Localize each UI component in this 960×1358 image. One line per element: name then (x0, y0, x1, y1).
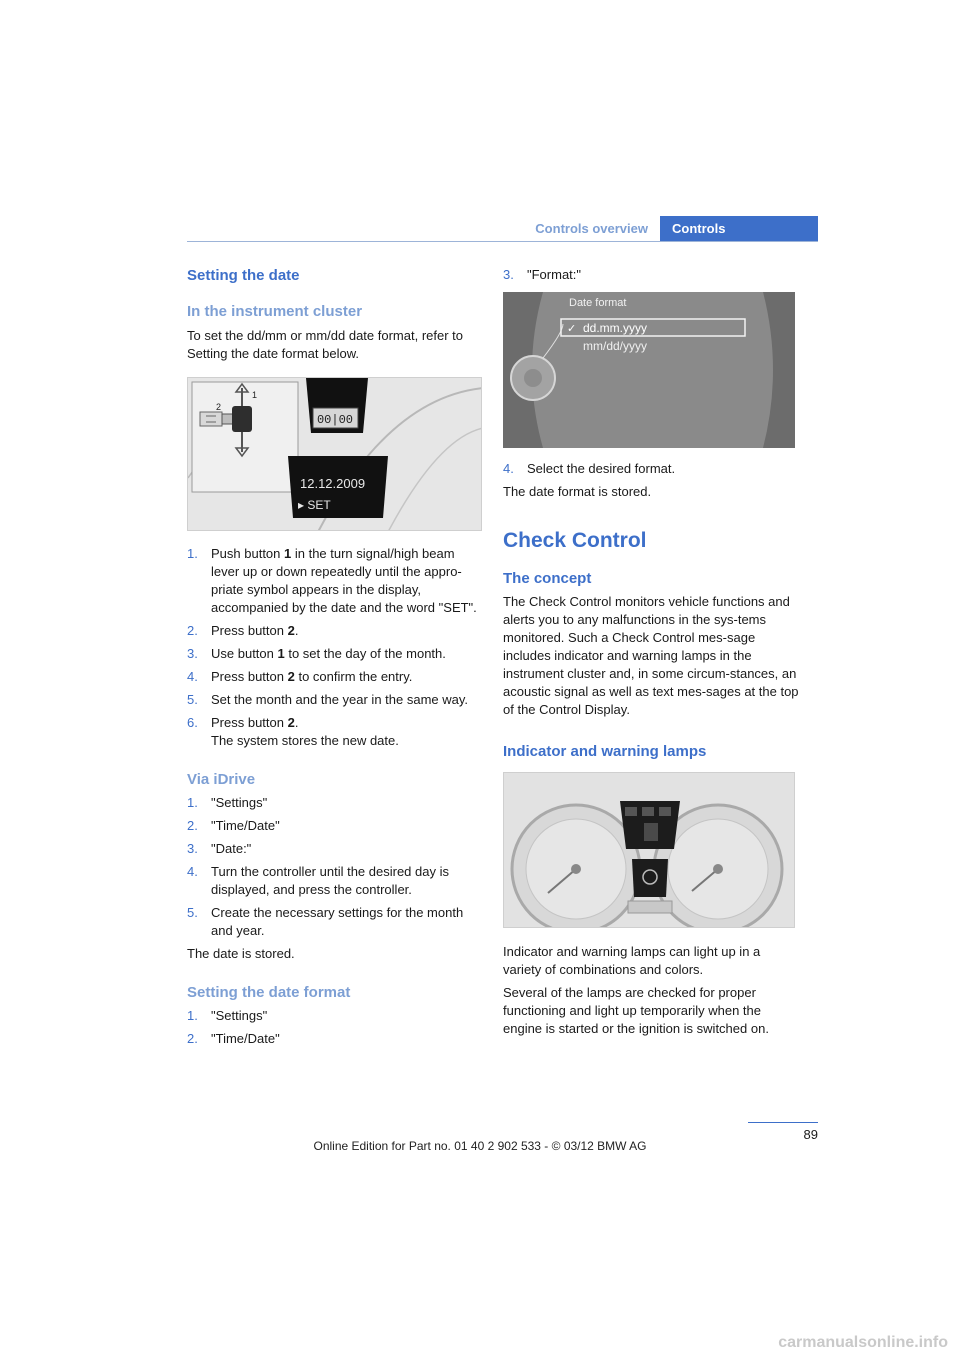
screen-title: Date format (569, 297, 627, 309)
button-1-label: 1 (252, 390, 258, 400)
list-item: 2. "Time/Date" (187, 1031, 280, 1046)
format-heading: Setting the date format (187, 984, 351, 1001)
list-item: 1. "Settings" (187, 1008, 268, 1023)
format-option-mm-dd-yyyy: mm/dd/yyyy (583, 339, 648, 353)
page-number-rule (748, 1122, 818, 1123)
idrive-stored-text: The date is stored. (187, 946, 295, 961)
lamps-heading: Indicator and warning lamps (503, 743, 707, 760)
section-title: Controls overview (535, 221, 648, 236)
instrument-cluster-illustration (188, 378, 482, 531)
format-steps-final (503, 460, 799, 478)
list-item: 3. Use button 1 to set the day of the month. (187, 646, 446, 661)
right-column (503, 266, 799, 1038)
setting-date-heading: Setting the date (187, 267, 300, 284)
concept-text: The Check Control monitors vehicle functions and alerts you to any malfunctions in the sys-tems monitored. Such a Check Control mes-sage includes indicator and warning lamps in the instrument cluster and, in some circum-stances, an acoustic signal as well as text mes-sages at the top of the Control Display. (503, 594, 799, 717)
idrive-heading: Via iDrive (187, 771, 256, 788)
date-format-illustration (503, 292, 795, 448)
list-item: 3. "Date:" (187, 841, 252, 856)
list-item: 6. Press button 2. The system stores the new date. (187, 715, 399, 748)
check-icon: ✓ (567, 322, 577, 335)
list-item: 4. Turn the controller until the desired day is displayed, and press the controller. (187, 864, 449, 897)
chapter-tab: Controls (660, 216, 818, 242)
list-item: 1. "Settings" (187, 795, 268, 810)
header-rule (187, 241, 818, 242)
button-2-label: 2 (216, 402, 222, 412)
watermark: carmanualsonline.info (778, 1334, 948, 1351)
format-option-dd-mm-yyyy: dd.mm.yyyy (583, 321, 648, 335)
list-item: 4. Press button 2 to confirm the entry. (187, 669, 413, 684)
footer-text: Online Edition for Part no. 01 40 2 902 533 - © 03/12 BMW AG (313, 1139, 647, 1153)
lamps-text-2: Several of the lamps are checked for proper functioning and light up temporarily when the engine is started or the ignition is switched on. (503, 985, 769, 1036)
warning-lamps-figure (503, 772, 795, 928)
warning-lamps-illustration (504, 773, 795, 928)
list-item: 2. Press button 2. (187, 623, 299, 638)
list-item: 5. Set the month and the year in the same way. (187, 692, 469, 707)
concept-heading: The concept (503, 570, 592, 587)
list-item: 3. "Format:" (503, 267, 582, 282)
list-item: 4. Select the desired format. (503, 461, 676, 476)
lamps-text-1: Indicator and warning lamps can light up in a variety of combinations and colors. (503, 944, 761, 977)
idrive-steps (187, 794, 482, 940)
cluster-heading: In the instrument cluster (187, 303, 363, 320)
format-steps-continued (503, 266, 799, 284)
format-stored-text: The date format is stored. (503, 484, 652, 499)
list-item: 5. Create the necessary settings for the month and year. (187, 905, 464, 938)
check-control-heading: Check Control (503, 529, 647, 552)
left-column (187, 266, 482, 1053)
page-number: 89 (803, 1127, 818, 1142)
cluster-intro: To set the dd/mm or mm/dd date format, refer to Setting the date format below. (187, 328, 463, 361)
list-item: 2. "Time/Date" (187, 818, 280, 833)
cluster-display-date: 12.12.2009 (300, 476, 366, 491)
list-item: 1. Push button 1 in the turn signal/high beam lever up or down repeatedly until the appro-priate symbol appears in the display, accompanied by the date and the word "SET". (187, 546, 477, 615)
cluster-display-set: ▸ SET (298, 498, 331, 512)
date-format-figure (503, 292, 795, 448)
cluster-display-top: 00|00 (316, 413, 354, 427)
format-steps (187, 1007, 482, 1048)
cluster-steps (187, 545, 482, 750)
instrument-cluster-figure (187, 377, 482, 531)
